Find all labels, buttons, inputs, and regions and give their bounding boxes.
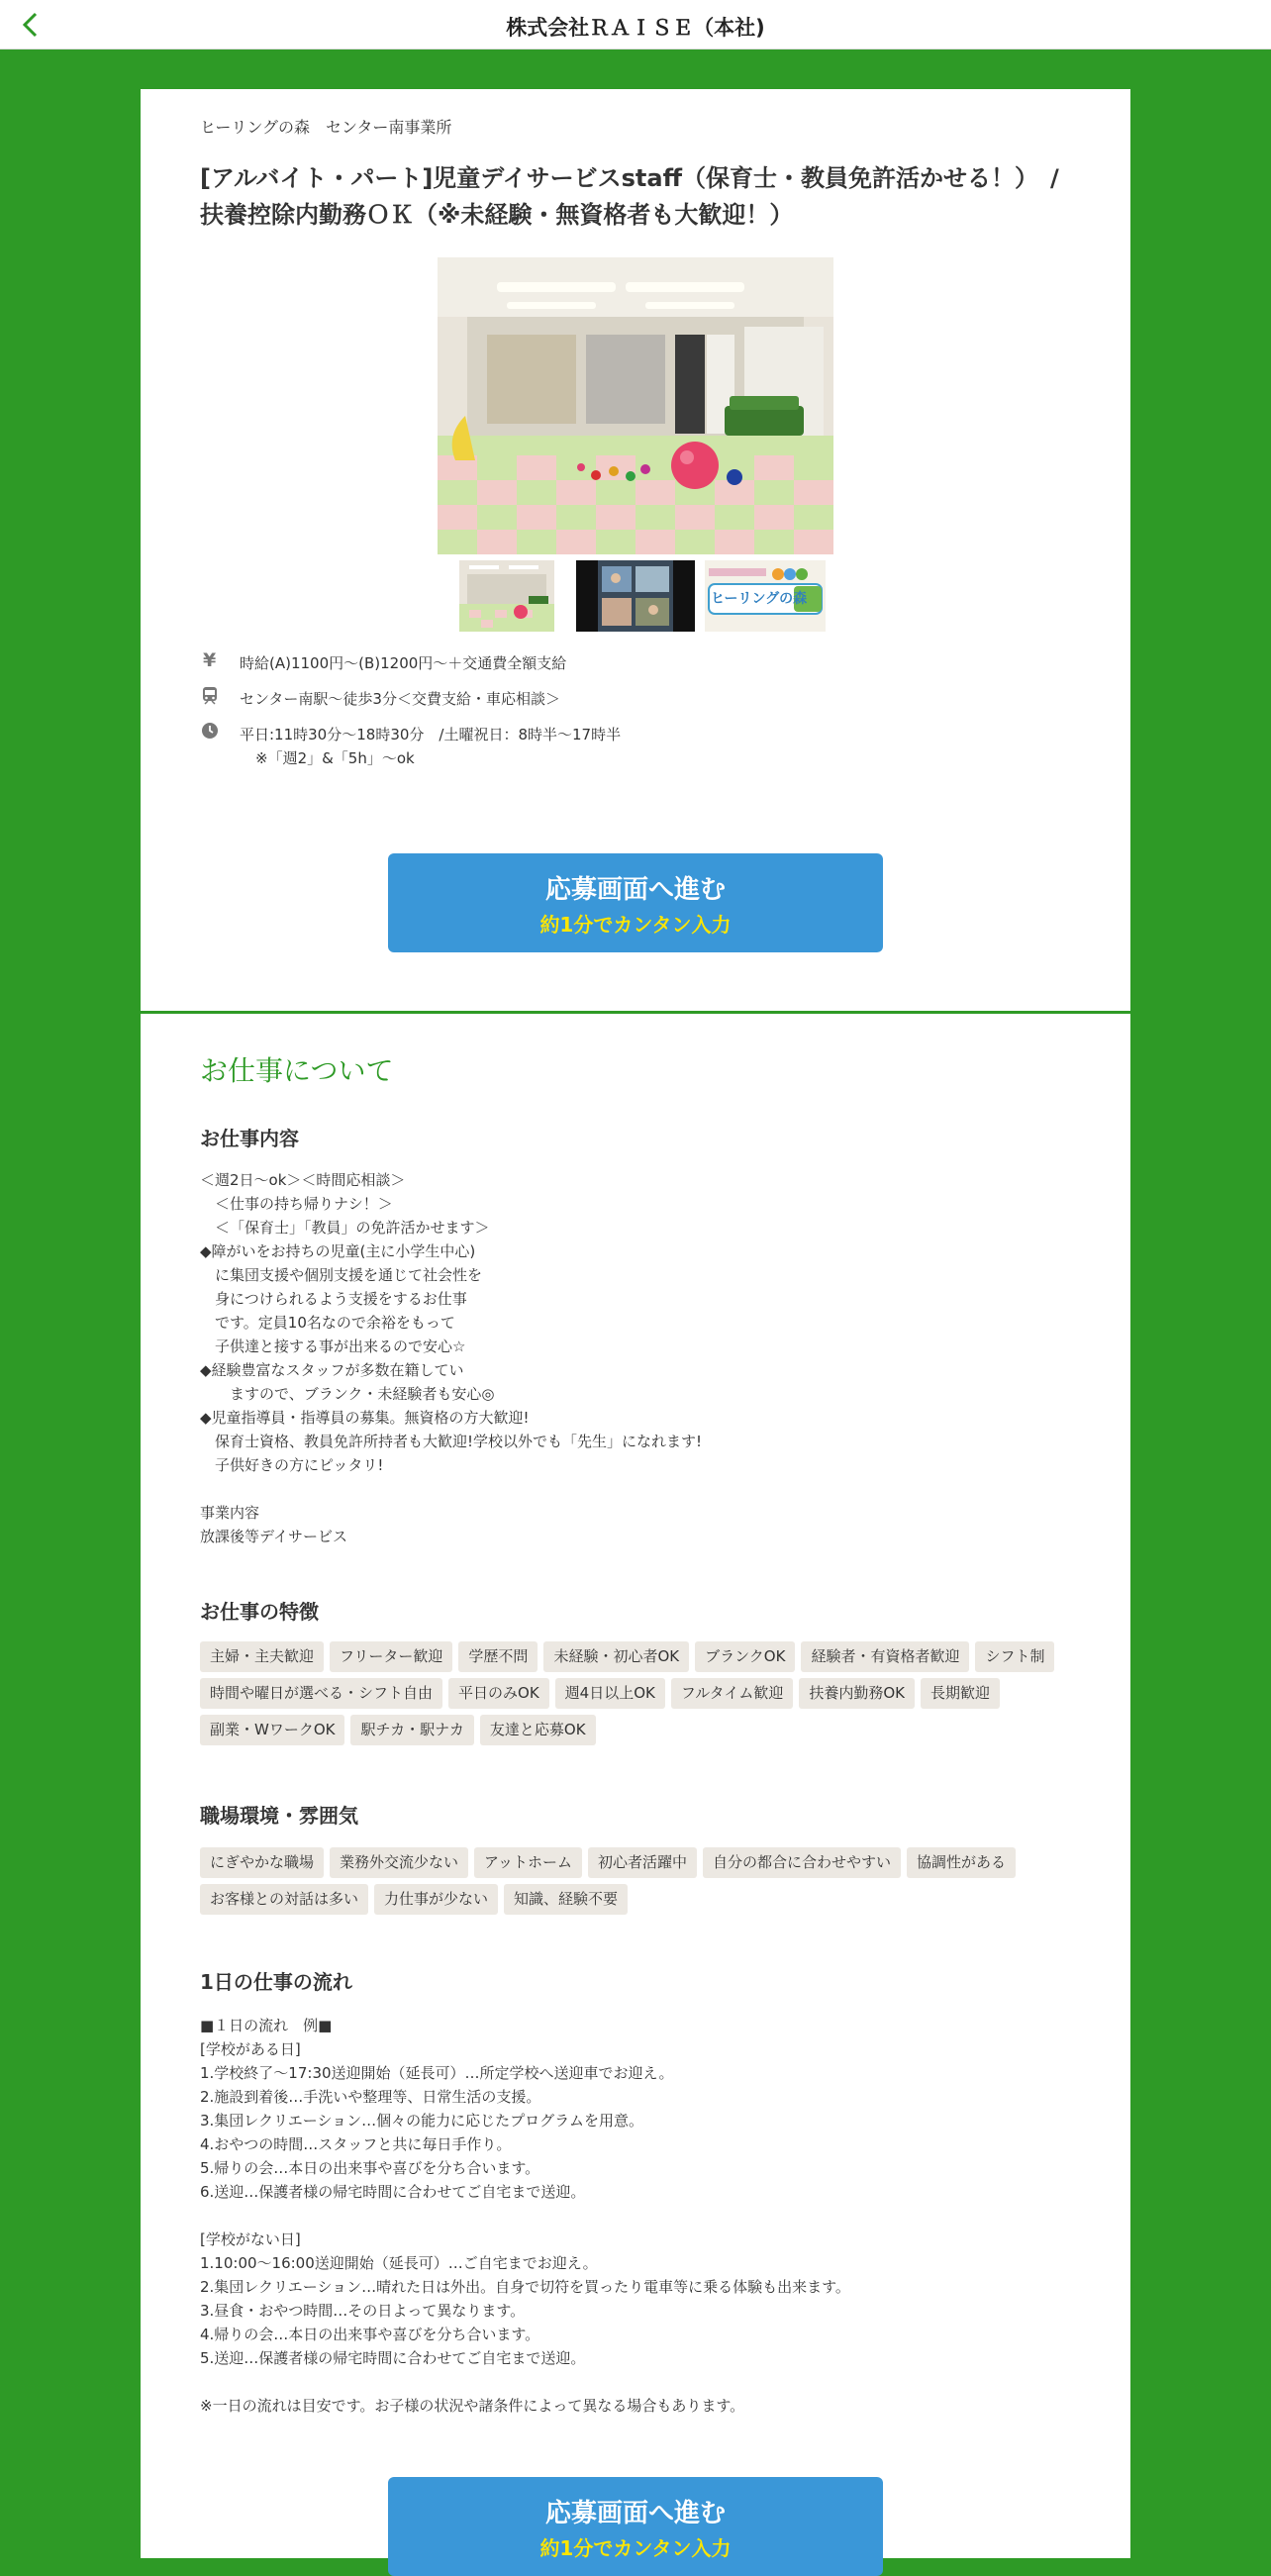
hours-text-2: ※「週2」&「5h」～ok: [255, 749, 415, 767]
job-title-line2: 扶養控除内勤務ＯＫ（※未経験・無資格者も大歓迎！）: [200, 201, 794, 229]
tag: 週4日以上OK: [555, 1678, 665, 1709]
daily-flow-heading: 1日の仕事の流れ: [200, 1970, 352, 1994]
environment-tags: [200, 1847, 1071, 1915]
tag: お客様との対話は多い: [200, 1884, 368, 1915]
photo-thumbnail-2[interactable]: [576, 560, 695, 632]
tag: 未経験・初心者OK: [543, 1641, 689, 1672]
tag: アットホーム: [474, 1847, 582, 1878]
tag: にぎやかな職場: [200, 1847, 324, 1878]
tag: フルタイム歓迎: [671, 1678, 794, 1709]
yen-icon: [200, 649, 220, 669]
tag: 初心者活躍中: [588, 1847, 697, 1878]
tag: フリーター歓迎: [330, 1641, 452, 1672]
job-details-card: [141, 1014, 1130, 2558]
tag: 友達と応募OK: [480, 1715, 596, 1745]
tag: 自分の都合に合わせやすい: [703, 1847, 901, 1878]
apply-sublabel: 約1分でカンタン入力: [539, 913, 732, 937]
tag: 副業・WワークOK: [200, 1715, 344, 1745]
svg-text:¥: ¥: [203, 649, 217, 669]
tag: 長期歓迎: [921, 1678, 1000, 1709]
train-icon: [200, 685, 220, 705]
apply-label: 応募画面へ進む: [544, 875, 726, 905]
apply-button-bottom[interactable]: [388, 2477, 883, 2576]
environment-heading: 職場環境・雰囲気: [200, 1804, 358, 1828]
job-summary-card: [141, 89, 1130, 1012]
tag: 時間や曜日が選べる・シフト自由: [200, 1678, 442, 1709]
photo-thumbnail-1[interactable]: [459, 560, 554, 632]
job-title: [200, 160, 1071, 234]
tag: シフト制: [975, 1641, 1054, 1672]
clock-icon: [200, 721, 220, 741]
tag: 主婦・主夫歓迎: [200, 1641, 324, 1672]
tag: 経験者・有資格者歓迎: [801, 1641, 969, 1672]
content-text: ＜週2日～ok＞＜時間応相談＞ ＜仕事の持ち帰りナシ！＞ ＜「保育士」「教員」の免許活かせます＞ ◆障がいをお持ちの児童(主に小学生中心) に集団支援や個別支援を通じて社会性を 身につけられるよう支援をするお仕事 です。定員10名なので余裕をもって 子供達と接する事が出来るので安心☆ ◆経験豊富なスタッフが多数在籍してい ますので、ブランク・未経験者も安心◎ ◆児童指導員・指導員の募集。無資格の方大歓迎! 保育士資格、教員免許所持者も大歓迎!学校以外でも「先生」になれます! 子供好きの方にピッタリ! 事業内容 放課後等デイサービス: [200, 1171, 703, 1545]
tag: 協調性がある: [907, 1847, 1016, 1878]
tag: ブランクOK: [695, 1641, 795, 1672]
content-heading: お仕事内容: [200, 1127, 299, 1150]
tag: 平日のみOK: [448, 1678, 549, 1709]
daily-flow-text: ■１日の流れ 例■ [学校がある日] 1.学校終了～17:30送迎開始（延長可）…所定学校へ送迎車でお迎え。 2.施設到着後…手洗いや整理等、日常生活の支援。 3.集団レクリエーション…個々の能力に応じたプログラムを用意。 4.おやつの時間…スタッフと共に毎日手作り。 5.帰りの会…本日の出来事や喜びを分ち合います。 6.送迎…保護者様の帰宅時間に合わせてご自宅まで送迎。 [学校がない日] 1.10:00～16:00送迎開始（延長可）…ご自宅までお迎え。 2.集団レクリエーション…晴れた日は外出。自身で切符を買ったり電車等に乗る体験も出来ます。 3.昼食・おやつ時間…その日よって異なります。 4.帰りの会…本日の出来事や喜びを分ち合います。 5.送迎…保護者様の帰宅時間に合わせてご自宅まで送迎。 ※一日の流れは目安です。お子様の状況や諸条件によって異なる場合もあります。: [200, 2017, 850, 2415]
thumbnail-logo-text: ヒーリングの森: [711, 591, 808, 607]
page-title: 株式会社ＲＡＩＳＥ（本社): [506, 16, 765, 40]
tag: 学歴不問: [458, 1641, 538, 1672]
top-bar: [0, 0, 1271, 50]
wage-text: 時給(A)1100円～(B)1200円～＋交通費全額支給: [240, 654, 567, 672]
tag: 知識、経験不要: [504, 1884, 628, 1915]
photo-thumbnail-3[interactable]: [705, 560, 826, 632]
access-text: センター南駅～徒歩3分＜交費支給・車応相談＞: [240, 690, 560, 708]
apply-button-top[interactable]: [388, 853, 883, 952]
apply-label: 応募画面へ進む: [544, 2499, 726, 2528]
hours-text-1: 平日:11時30分～18時30分 /土曜祝日：8時半～17時半: [240, 726, 622, 743]
tag: 駅チカ・駅ナカ: [350, 1715, 473, 1745]
job-title-line1: [アルバイト・パート]児童デイサービスstaff（保育士・教員免許活かせる！） /: [200, 164, 1059, 192]
about-heading: お仕事について: [200, 1054, 394, 1087]
apply-sublabel: 約1分でカンタン入力: [539, 2536, 732, 2560]
tag: 業務外交流少ない: [330, 1847, 468, 1878]
tag: 力仕事が少ない: [374, 1884, 498, 1915]
company-name: ヒーリングの森 センター南事業所: [200, 118, 452, 137]
tag: 扶養内勤務OK: [799, 1678, 915, 1709]
features-heading: お仕事の特徴: [200, 1600, 319, 1624]
feature-tags: [200, 1641, 1071, 1745]
main-photo: [438, 257, 833, 554]
